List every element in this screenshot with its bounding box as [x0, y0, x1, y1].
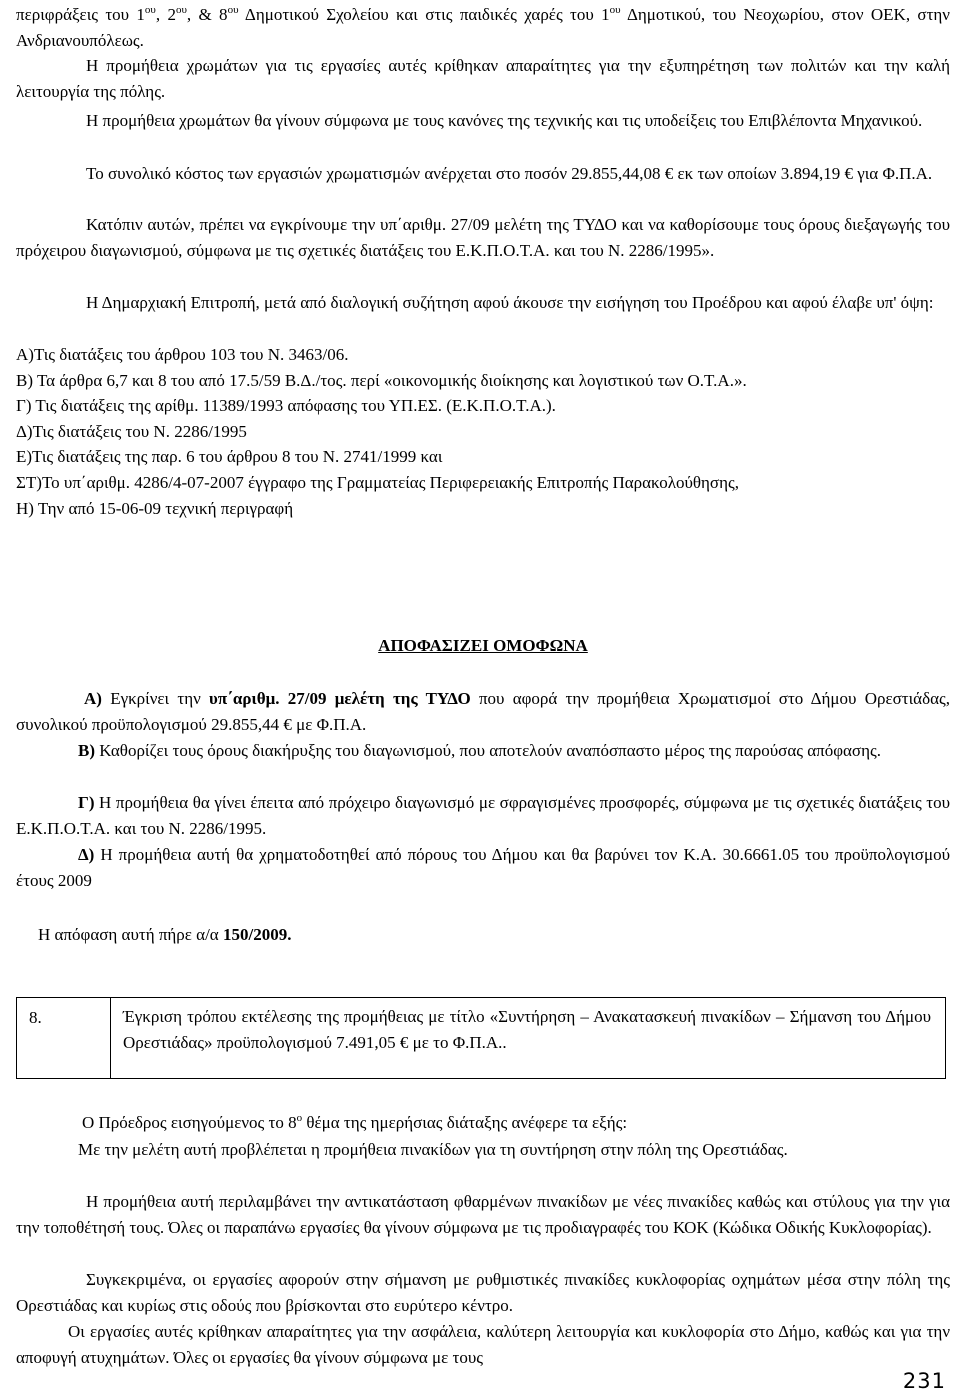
paragraph-intro: περιφράξεις του $1^{o\upsilon}$, $2^{o\upsilon}$, & $8^{o\upsilon}$ Δημοτικού Σχολείου και στις παιδικές χαρές του $1^{o\upsilon}$ Δημοτικού, του Νεοχωρίου, στον ΟΕΚ, στην Ανδριανουπόλεως. — [16, 4, 950, 50]
agenda-item-box — [16, 997, 946, 1079]
consideration-item: Η) Την από 15-06-09 τεχνική περιγραφή — [16, 498, 294, 518]
paragraph-paint-necessity: Η προμήθεια χρωμάτων για τις εργασίες αυτές κρίθηκαν απαραίτητες για την εξυπηρέτηση των πολιτών και την καλή λειτουργία της πόλης. — [16, 56, 950, 101]
consideration-item: Α)Τις διατάξεις του άρθρου 103 του Ν. 3463/06. — [16, 345, 349, 364]
decision-a: Α) Εγκρίνει την υπ΄αριθμ. 27/09 μελέτη της ΤΥΔΟ που αφορά την προμήθεια Χρωματισμοί στο Δήμου Ορεστιάδας, συνολικού προϋπολογισμού 29.855,44 € με Φ.Π.Α. — [16, 689, 950, 734]
decision-number-line: Η απόφαση αυτή πήρε α/α 150/2009. — [38, 925, 292, 944]
item8-paragraph-specifics: Συγκεκριμένα, οι εργασίες αφορούν στην σήμανση με ρυθμιστικές πινακίδες κυκλοφορίας οχημάτων μέσα στην πόλη της Ορεστιάδας και κυρίως στις οδούς που βρίσκονται στο ευρύτερο κέντρο. — [16, 1270, 950, 1315]
consideration-item: Β) Τα άρθρα 6,7 και 8 του από 17.5/59 Β.Δ./τος. περί «οικονομικής διοίκησης και λογιστικού των Ο.Τ.Α.». — [16, 370, 747, 390]
decision-d: Δ) Η προμήθεια αυτή θα χρηματοδοτηθεί από πόρους του Δήμου και θα βαρύνει τον Κ.Α. 30.6661.05 του προϋπολογισμού έτους 2009 — [16, 845, 950, 890]
item8-intro: Ο Πρόεδρος εισηγούμενος το $8^o$ θέμα της ημερήσιας διάταξης ανέφερε τα εξής: — [82, 1112, 628, 1132]
consideration-item: Δ)Τις διατάξεις του Ν. 2286/1995 — [16, 421, 247, 441]
consideration-item: Ε)Τις διατάξεις της παρ. 6 του άρθρου 8 του Ν. 2741/1999 και — [16, 447, 443, 467]
item8-paragraph-scope: Η προμήθεια αυτή περιλαμβάνει την αντικατάσταση φθαρμένων πινακίδων με νέες πινακίδες καθώς και στύλους για την για την τοποθέτησή τους. Όλες οι παραπάνω εργασίες θα γίνουν σύμφωνα με τις προδιαγραφές του ΚΟΚ (Κώδικα Οδικής Κυκλοφορίας). — [16, 1192, 950, 1237]
paragraph-total-cost: Το συνολικό κόστος των εργασιών χρωματισμών ανέρχεται στο ποσόν 29.855,44,08 € εκ των οποίων 3.894,19 € για Φ.Π.Α. — [86, 164, 933, 183]
decision-c: Γ) Η προμήθεια θα γίνει έπειτα από πρόχειρο διαγωνισμό με σφραγισμένες προσφορές, σύμφωνα με τις σχετικές διατάξεις του Ε.Κ.Π.Ο.Τ.Α. και του Ν. 2286/1995. — [16, 793, 950, 838]
paragraph-paint-rules: Η προμήθεια χρωμάτων θα γίνουν σύμφωνα με τους κανόνες της τεχνικής και τις υποδείξεις του Επιβλέποντα Μηχανικού. — [86, 111, 923, 130]
agenda-item-title: Έγκριση τρόπου εκτέλεσης της προμήθειας με τίτλο «Συντήρηση – Ανακατασκευή πινακίδων – Σήμανση του Δήμου Ορεστιάδας» προϋπολογισμού 7.491,05 € με το Φ.Π.Α.. — [123, 1007, 931, 1052]
page-number: 231 — [902, 1369, 946, 1393]
consideration-item: Γ) Τις διατάξεις της αρίθμ. 11389/1993 απόφασης του ΥΠ.ΕΣ. (Ε.Κ.Π.Ο.Τ.Α.). — [16, 396, 556, 416]
paragraph-approval-request: Κατόπιν αυτών, πρέπει να εγκρίνουμε την υπ΄αριθμ. 27/09 μελέτη της ΤΥΔΟ και να καθορίσουμε τους όρους διεξαγωγής του πρόχειρου διαγωνισμού, σύμφωνα με τις σχετικές διατάξεις του Ε.Κ.Π.Ο.Τ.Α. και του Ν. 2286/1995». — [16, 215, 950, 260]
decision-b: Β) Καθορίζει τους όρους διακήρυξης του διαγωνισμού, που αποτελούν αναπόσπαστο μέρος της παρούσας απόφασης. — [78, 741, 881, 760]
paragraph-committee: Η Δημαρχιακή Επιτροπή, μετά από διαλογική συζήτηση αφού άκουσε την εισήγηση του Προέδρου και αφού έλαβε υπ' όψη: — [86, 293, 934, 312]
consideration-item: ΣΤ)Το υπ΄αριθμ. 4286/4-07-2007 έγγραφο της Γραμματείας Περιφερειακής Επιτροπής Παρακολούθησης, — [16, 472, 739, 492]
item8-paragraph-safety: Οι εργασίες αυτές κρίθηκαν απαραίτητες για την ασφάλεια, καλύτερη λειτουργία και κυκλοφορία στο Δήμο, καθώς και για την αποφυγή ατυχημάτων. Όλες οι εργασίες θα γίνουν σύμφωνα με τους — [16, 1322, 950, 1367]
item8-paragraph-purpose: Με την μελέτη αυτή προβλέπεται η προμήθεια πινακίδων για τη συντήρηση στην πόλη της Ορεστιάδας. — [78, 1140, 788, 1159]
agenda-item-number: 8. — [17, 998, 111, 1078]
considerations-list — [16, 342, 950, 521]
decision-heading: ΑΠΟΦΑΣΙΖΕΙ ΟΜΟΦΩΝΑ — [378, 636, 588, 655]
